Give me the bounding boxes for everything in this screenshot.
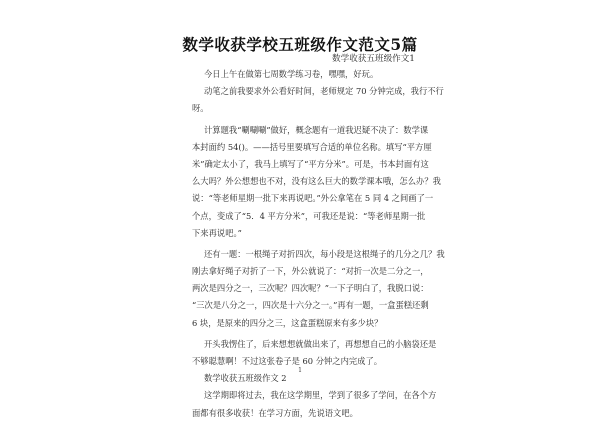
body-line: 个点，变成了“5．4 平方分米”，可我还是说：“等老师星期一批 <box>192 210 426 221</box>
body-line: 数学收获五班级作文 2 <box>204 373 287 384</box>
body-line: 还有一题：一根绳子对折四次，每小段是这根绳子的几分之几？我 <box>204 248 445 259</box>
body-line: 开头我愣住了，后来想想就做出来了，再想想自己的小脑袋还是 <box>204 338 437 349</box>
body-line: 说：“等老师星期一批下来再说吧。”外公拿笔在 5 同 4 之间画了一 <box>192 193 434 204</box>
body-line: 米”确定太小了，我马上填写了“平方分米”。可是，书本封面有这 <box>192 158 429 169</box>
document-subtitle: 数学收获五班级作文1 <box>332 54 415 64</box>
body-line: 两次是四分之一，三次呢？四次呢？”一下子明白了，我脱口说： <box>192 283 429 294</box>
body-line: 本封面约 54()。——括号里要填写合适的单位名称。填写“平方厘 <box>192 141 432 152</box>
body-line: 这学期即将过去，我在这学期里，学到了很多了学问，在各个方 <box>204 390 437 401</box>
body-line: 6 块，是原来的四分之三，这盒蛋糕原来有多少块？ <box>192 317 383 328</box>
body-line: 今日上午在做第七周数学练习卷，嘿嘿，好玩。 <box>204 69 379 79</box>
document-title: 数学收获学校五班级作文范文5篇 <box>182 35 418 54</box>
page-number: 1 <box>298 367 302 374</box>
body-line: 动笔之前我要求外公看好时间，老师规定 70 分钟完成，我行不行 <box>204 86 444 97</box>
body-line: 面都有很多收获！在学习方面，先说语文吧。 <box>192 407 358 418</box>
body-line: 刚去拿好绳子对折了一下，外公就说了：“对折一次是二分之一， <box>192 266 429 277</box>
body-line: 么大吗？外公想想也不对，没有这么巨大的数学课本哦，怎么办？我 <box>192 176 441 187</box>
body-line: 呀。 <box>192 103 209 114</box>
body-line: 不够聪慧啊！不过这张卷子是 60 分钟之内完成了。 <box>192 356 383 366</box>
body-line: “三次是八分之一，四次是十六分之一。”再有一题，一盒蛋糕还剩 <box>192 300 429 311</box>
body-line: 计算题我“唰唰唰”做好，概念题有一道我迟疑不决了：数学课 <box>204 124 429 135</box>
body-line: 下来再说吧。” <box>192 227 242 238</box>
